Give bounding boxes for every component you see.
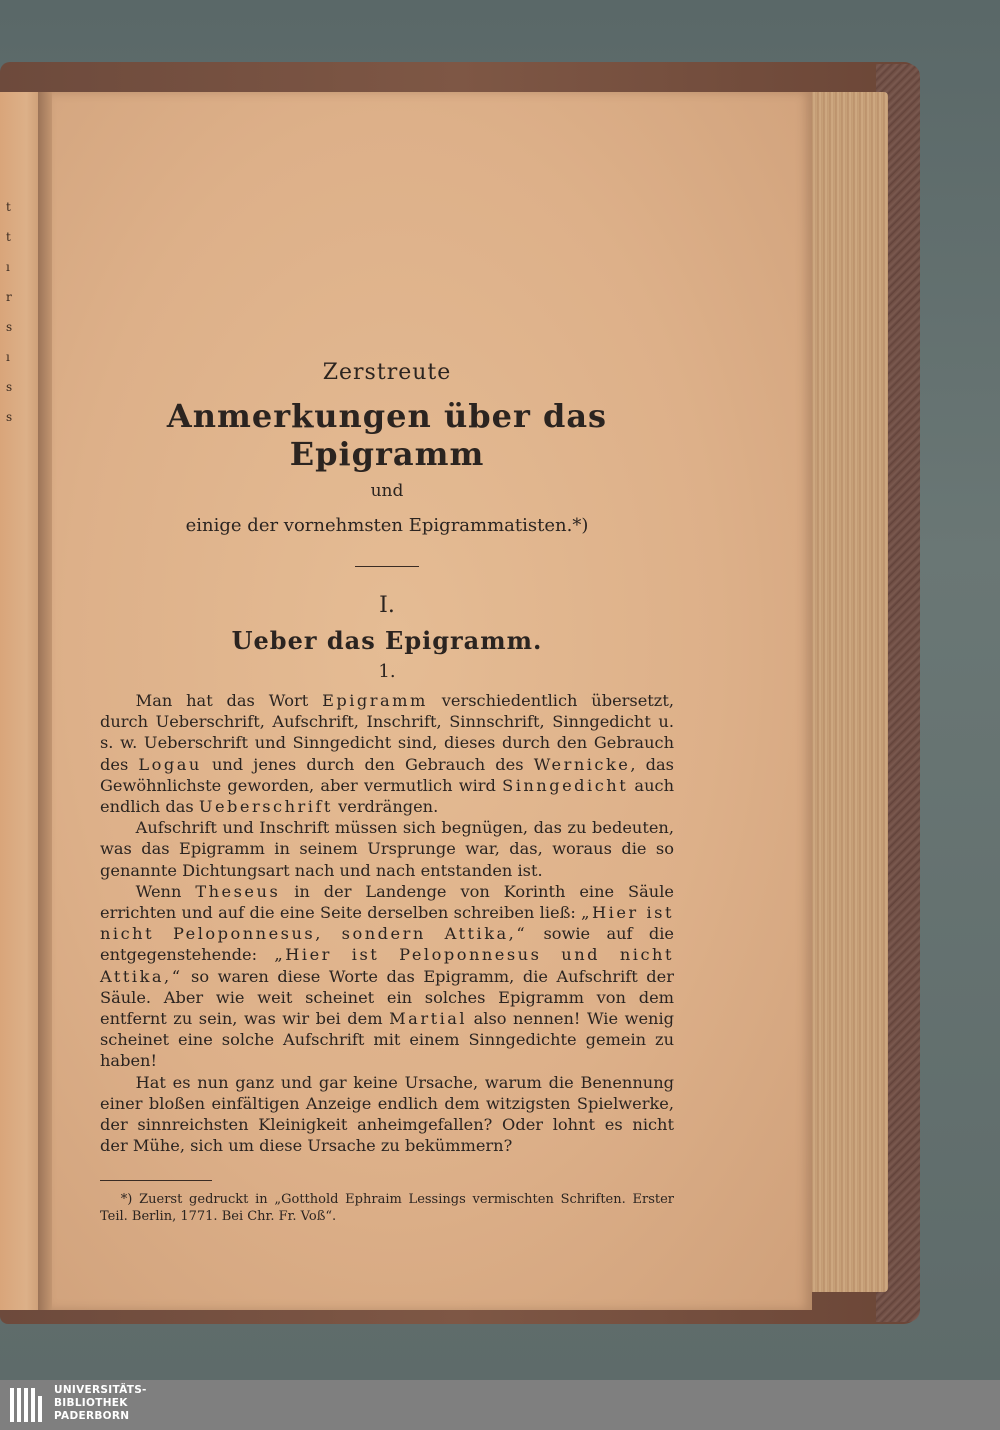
heading-subtitle: einige der vornehmsten Epigrammatisten.*): [185, 515, 589, 536]
paragraph-text: Wenn: [135, 881, 196, 901]
footnote: *) Zuerst gedruckt in „Gotthold Ephraim Lessings vermischten Schriften. Erster Teil. Berlin, 1771. Bei Chr. Fr. Voß“.: [100, 1192, 674, 1225]
heading-line-1: Zerstreute: [322, 360, 452, 385]
emphasized-text: Theseus: [195, 881, 281, 901]
library-logo-icon: [10, 1388, 46, 1422]
paragraph-text: Hat es nun ganz und gar keine Ursache, warum die Benennung einer bloßen einfältigen Anzeige endlich dem witzigsten Spielwerke, der sinnreichsten Kleinigkeit anheimgefallen? Oder lohnt es nicht der Mühe, sich um diese Ursache zu bekümmern?: [100, 1072, 674, 1156]
paragraph-text: in der Landenge von Korinth eine Säule errichten und auf die eine Seite derselben schreiben ließ:: [100, 881, 674, 923]
paragraph-text: Aufschrift und Inschrift müssen sich begnügen, das zu bedeuten, was das Epigramm in seinem Ursprunge war, das, woraus die so genannte Dichtungsart nach und nach entstanden ist.: [100, 818, 674, 880]
paragraph-text: verdrängen.: [332, 797, 439, 817]
paragraph-text: so waren diese Worte das Epigramm, die Aufschrift der Säule. Aber wie weit scheinet ein solches Epigramm von dem entfernt zu sein, was wir bei dem: [100, 966, 674, 1029]
emphasized-text: Ueberschrift: [198, 797, 333, 817]
section-roman-numeral: I.: [379, 593, 395, 618]
library-logo-line-2: BIBLIOTHEK: [54, 1397, 128, 1409]
paragraph-text: , das Gewöhnlichste geworden, aber vermutlich wird: [100, 754, 674, 795]
library-logo-line-1: UNIVERSITÄTS-: [54, 1384, 147, 1396]
body-paragraph: [100, 817, 674, 881]
paragraph-text: und jenes durch den Gebrauch des: [201, 754, 534, 774]
library-logo-line-3: PADERBORN: [54, 1410, 130, 1422]
library-footer-bar: [0, 1380, 1000, 1430]
emphasized-text: Sinngedicht: [502, 775, 629, 795]
emphasized-text: Martial: [389, 1009, 468, 1029]
paragraph-text: auch endlich das: [100, 775, 674, 817]
emphasized-text: „Hier ist nicht Peloponnesus, sondern Attika,“: [100, 903, 674, 944]
paragraph-text: verschiedentlich übersetzt, durch Ueberschrift, Aufschrift, Inschrift, Sinnschrift, Sinngedicht u. s. w. Ueberschrift und Sinngedicht sind, dieses durch den Gebrauch des: [100, 691, 674, 774]
title-divider: [355, 566, 419, 567]
heading-line-3: und: [370, 481, 404, 501]
body-text: [100, 690, 674, 1156]
emphasized-text: Epigramm: [322, 691, 428, 710]
emphasized-text: Logau: [138, 754, 202, 774]
footnote-divider: [100, 1180, 212, 1181]
subsection-number: 1.: [378, 661, 396, 682]
emphasized-text: Wernicke: [533, 754, 631, 774]
section-title: Ueber das Epigramm.: [231, 626, 543, 655]
body-paragraph: [100, 690, 674, 817]
paragraph-text: also nennen! Wie wenig scheinet eine solche Aufschrift mit einem Sinngedichte gemein zu haben!: [100, 1009, 675, 1071]
page-text: [100, 360, 674, 1225]
emphasized-text: „Hier ist Peloponnesus und nicht Attika,“: [100, 945, 674, 986]
main-title: Anmerkungen über das Epigramm: [166, 397, 608, 473]
paragraph-text: Man hat das Wort: [135, 691, 323, 710]
left-page-edge: t t ı r s ı s s: [0, 92, 44, 1310]
library-logo-text: [54, 1384, 147, 1423]
body-paragraph: [100, 1072, 674, 1157]
paragraph-text: sowie auf die entgegenstehende:: [100, 924, 674, 965]
body-paragraph: [100, 881, 674, 1072]
